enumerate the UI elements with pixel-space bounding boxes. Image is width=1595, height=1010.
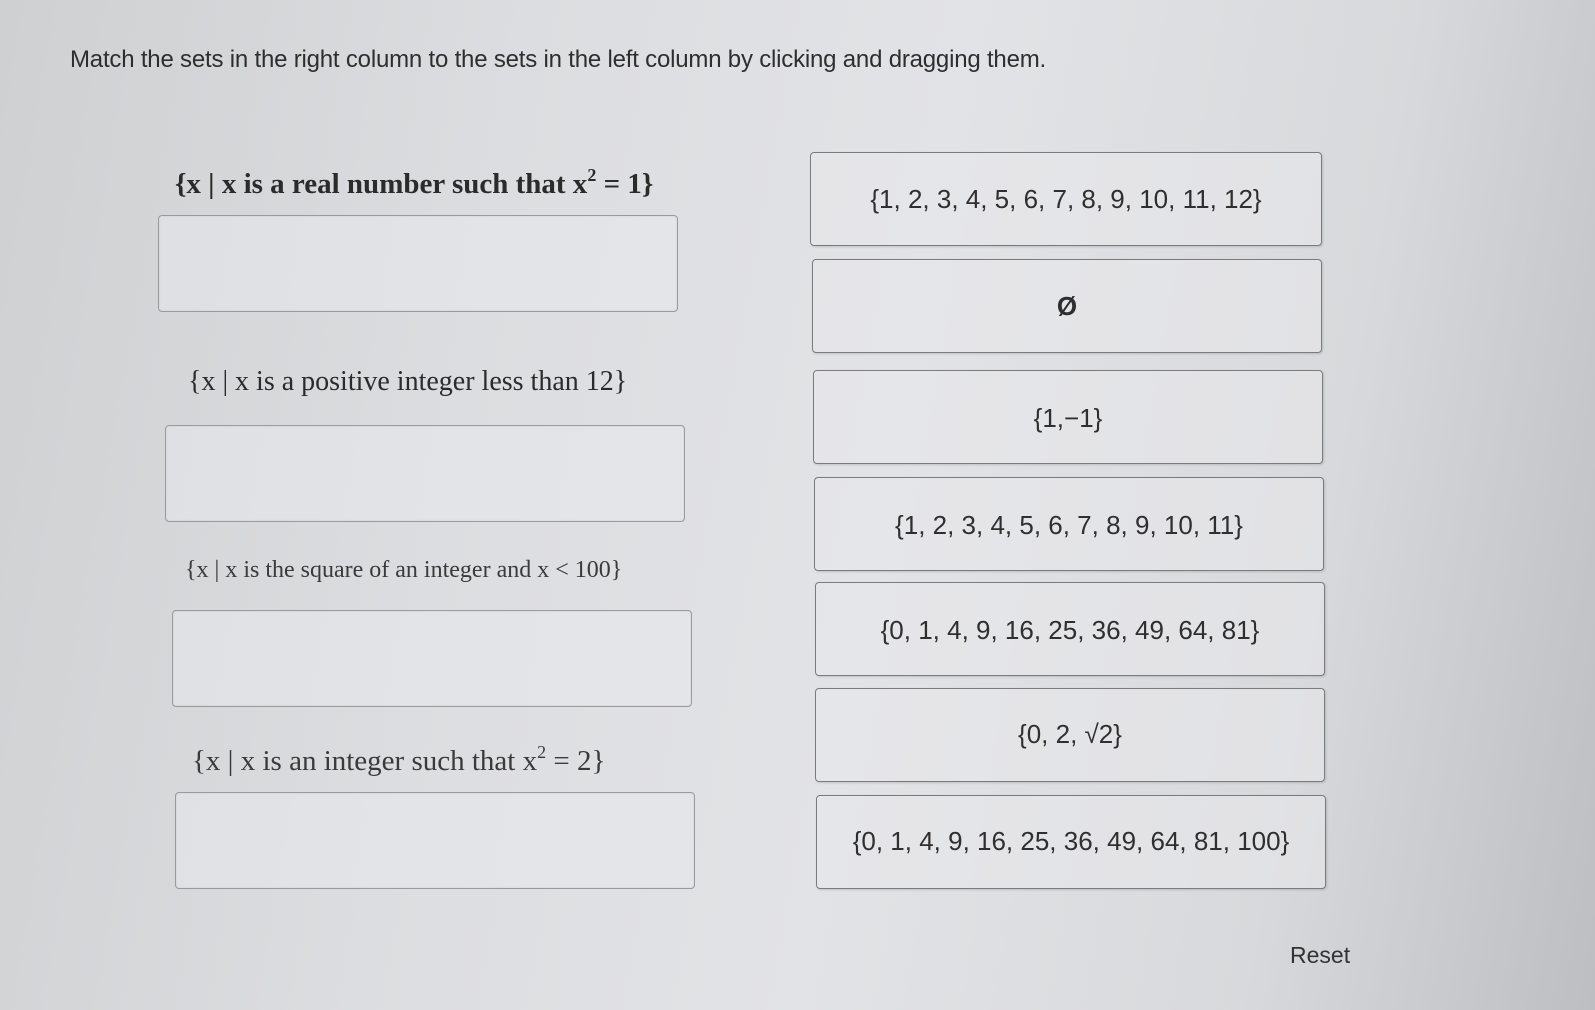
drag-card-4-label: {1, 2, 3, 4, 5, 6, 7, 8, 9, 10, 11} [895, 510, 1243, 540]
drag-card-3-label: {1,−1} [1033, 403, 1103, 433]
drag-card-7[interactable] [816, 795, 1326, 889]
left-set-4-exponent: 2 [537, 742, 547, 762]
drag-card-4[interactable] [814, 477, 1324, 571]
drop-target-1[interactable] [158, 215, 678, 312]
drop-target-4[interactable] [175, 792, 695, 889]
drag-card-7-label: {0, 1, 4, 9, 16, 25, 36, 49, 64, 81, 100} [852, 826, 1290, 856]
left-set-label-4 [192, 742, 606, 778]
left-set-label-2 [188, 366, 627, 398]
left-set-label-1 [175, 165, 654, 201]
instruction-text: Match the sets in the right column to the sets in the left column by clicking and dragging them. [70, 46, 1046, 73]
drag-card-5[interactable] [815, 582, 1325, 676]
drop-target-2[interactable] [165, 425, 685, 522]
left-set-2-text: {x | x is a positive integer less than 12} [188, 366, 628, 397]
drop-target-3[interactable] [172, 610, 692, 707]
drag-card-1-label: {1, 2, 3, 4, 5, 6, 7, 8, 9, 10, 11, 12} [870, 183, 1262, 214]
reset-button[interactable]: Reset [1290, 942, 1351, 968]
left-set-1-exponent: 2 [587, 165, 597, 185]
drag-card-1[interactable] [810, 152, 1322, 246]
left-set-1-text: {x | x is a real number such that x [175, 168, 588, 200]
drag-card-3[interactable] [813, 370, 1323, 464]
drag-card-6-label: {0, 2, √2} [1018, 719, 1122, 749]
left-set-label-3 [185, 557, 622, 584]
drag-card-5-label: {0, 1, 4, 9, 16, 25, 36, 49, 64, 81} [880, 615, 1260, 645]
left-set-4-text-end: = 2} [546, 745, 606, 777]
left-set-1-text-end: = 1} [596, 168, 654, 200]
drag-card-6[interactable] [815, 688, 1325, 782]
left-set-4-text: {x | x is an integer such that x [192, 745, 538, 777]
drag-card-2[interactable] [812, 259, 1322, 353]
drag-card-2-label: Ø [1056, 290, 1078, 321]
left-set-3-text: {x | x is the square of an integer and x < 100} [185, 557, 623, 583]
